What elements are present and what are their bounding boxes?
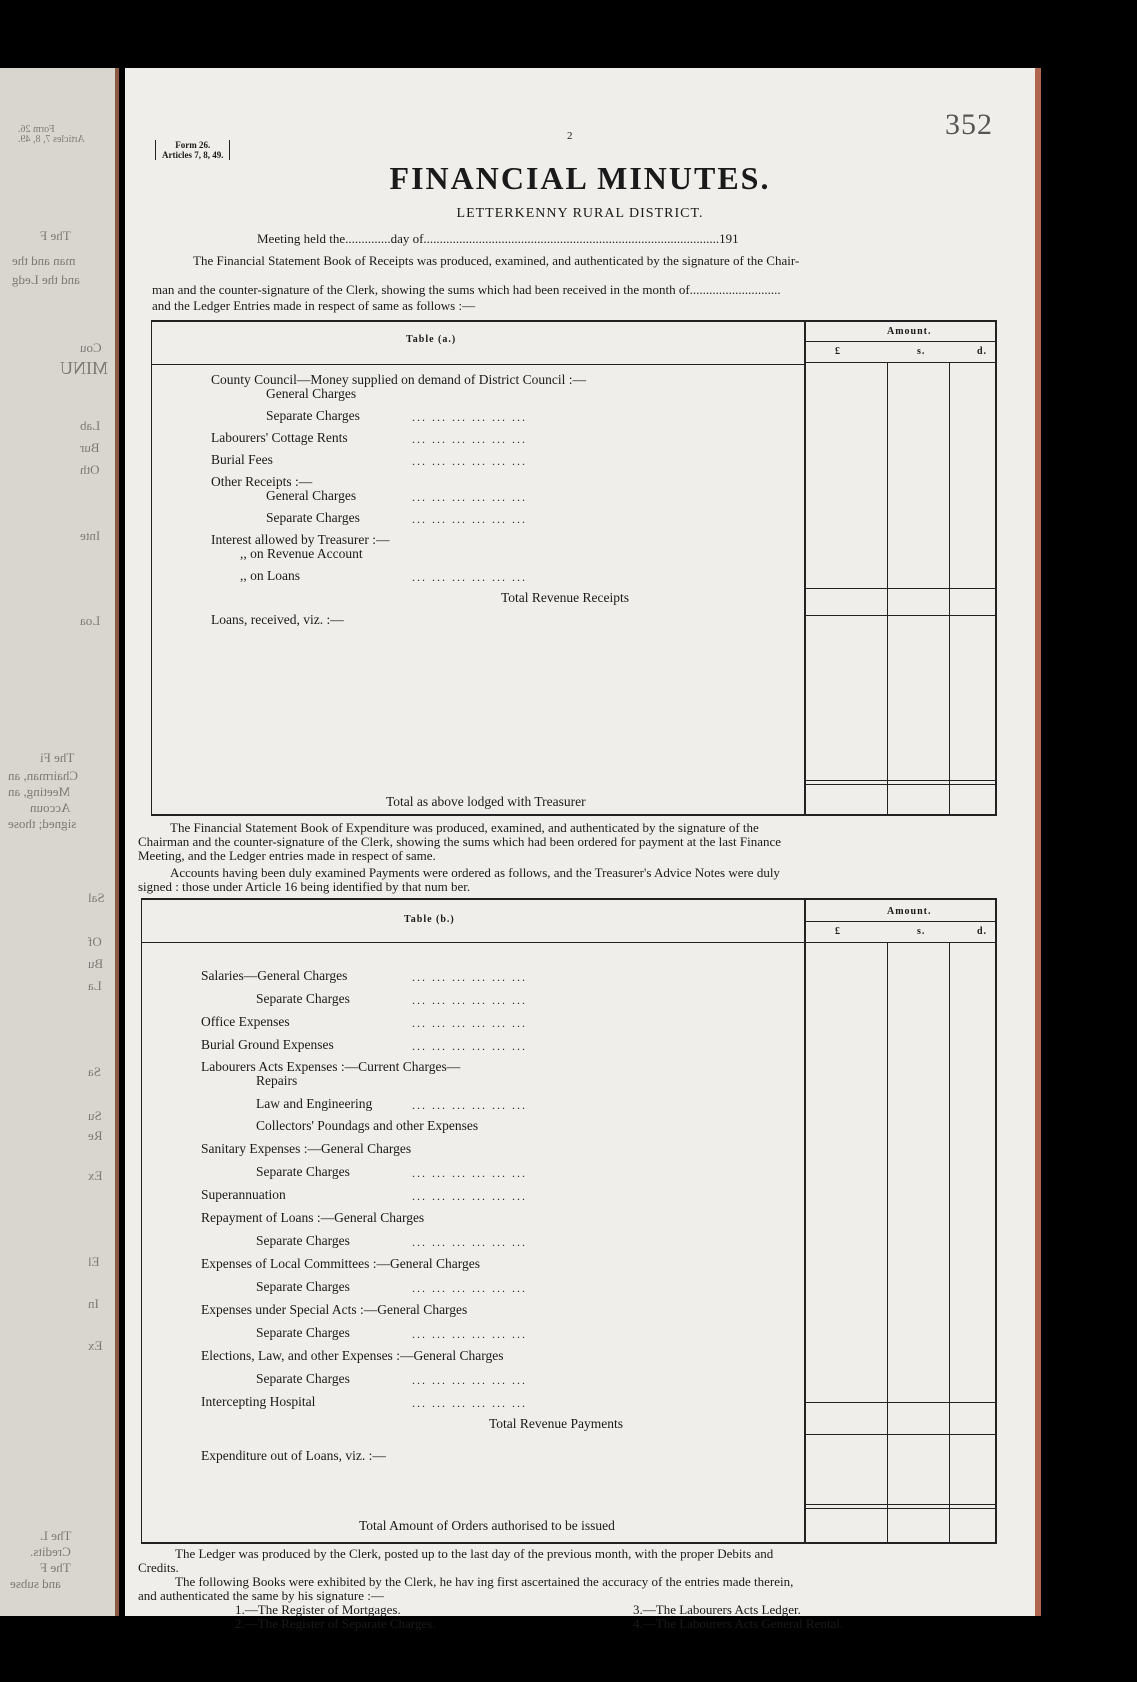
table-row: Expenses under Special Acts :—General Charges <box>201 1302 468 1317</box>
ghost-text: Inte <box>80 528 101 543</box>
page-title: FINANCIAL MINUTES. <box>389 160 771 196</box>
amount-header: Amount. <box>887 326 932 337</box>
middle-line: Accounts having been duly examined Payments were ordered as follows, and the Treasurer's Advice Notes were duly <box>170 865 780 880</box>
ghost-text: El <box>88 1254 100 1269</box>
dot-leader: ... ... ... ... ... ... <box>412 570 527 584</box>
ghost-text: In <box>88 1296 99 1311</box>
dot-leader: ... ... ... ... ... ... <box>412 1039 527 1053</box>
dot-leader: ... ... ... ... ... ... <box>412 1373 527 1387</box>
ghost-text: Bur <box>80 440 100 455</box>
form-reference: Form 26. Articles 7, 8, 49. <box>155 140 230 160</box>
dot-leader: ... ... ... ... ... ... <box>412 1166 527 1180</box>
table-row: Separate Charges <box>256 1279 350 1294</box>
table-row: Intercepting Hospital <box>201 1394 316 1409</box>
meeting-line: Meeting held the..............day of...........................................................................................191 <box>257 231 739 246</box>
table-row: Other Receipts :— <box>211 474 313 489</box>
dot-leader: ... ... ... ... ... ... <box>412 993 527 1007</box>
table-row: ,, on Loans <box>240 568 300 583</box>
ghost-text: The L <box>40 1528 72 1543</box>
table-row: Labourers Acts Expenses :—Current Charges— <box>201 1059 461 1074</box>
ghost-text: and subse <box>10 1576 61 1591</box>
table-row: Interest allowed by Treasurer :— <box>211 532 390 547</box>
ghost-text: Of <box>88 934 102 949</box>
ghost-text: Sal <box>88 890 105 905</box>
table-row: Law and Engineering <box>256 1096 373 1111</box>
ghost-text: Re <box>88 1128 103 1143</box>
dot-leader: ... ... ... ... ... ... <box>412 1016 527 1030</box>
pounds-header: £ <box>835 346 841 357</box>
table-row: ,, on Revenue Account <box>240 546 363 561</box>
middle-line: Meeting, and the Ledger entries made in respect of same. <box>138 848 436 863</box>
ghost-text: man and the <box>12 253 76 268</box>
book-item: 3.—The Labourers Acts Ledger. <box>633 1602 801 1617</box>
table-row: Separate Charges <box>266 510 360 525</box>
table-row: Repairs <box>256 1073 298 1088</box>
pence-header: d. <box>977 926 988 937</box>
table-row: Separate Charges <box>256 1325 350 1340</box>
pence-header: d. <box>977 346 988 357</box>
table-row: Separate Charges <box>256 1164 350 1179</box>
amount-header: Amount. <box>887 906 932 917</box>
middle-line: Chairman and the counter-signature of the Clerk, showing the sums which had been ordered for payment at the last Finance <box>138 834 782 849</box>
table-row: Burial Fees <box>211 452 273 467</box>
dot-leader: ... ... ... ... ... ... <box>412 410 527 424</box>
table-row: Total as above lodged with Treasurer <box>386 794 586 809</box>
dot-leader: ... ... ... ... ... ... <box>412 454 527 468</box>
dot-leader: ... ... ... ... ... ... <box>412 1235 527 1249</box>
closing-line: The Ledger was produced by the Clerk, posted up to the last day of the previous month, with the proper Debits and <box>175 1546 774 1561</box>
table-row: Superannuation <box>201 1187 286 1202</box>
table-row: Salaries—General Charges <box>201 968 348 983</box>
ghost-text: La <box>88 978 102 993</box>
book-item: 4.—The Labourers Acts General Rental. <box>633 1616 844 1631</box>
dot-leader: ... ... ... ... ... ... <box>412 1189 527 1203</box>
table-b-title: Table (b.) <box>404 914 455 925</box>
table-row: Office Expenses <box>201 1014 290 1029</box>
dot-leader: ... ... ... ... ... ... <box>412 490 527 504</box>
book-item: 2.—The Register of Separate Charges. <box>235 1616 436 1631</box>
ghost-text: Oth <box>80 462 100 477</box>
middle-line: signed : those under Article 16 being identified by that num ber. <box>138 879 471 894</box>
table-row: Elections, Law, and other Expenses :—General Charges <box>201 1348 504 1363</box>
ghost-text: Cou <box>80 340 102 355</box>
table-row: Labourers' Cottage Rents <box>211 430 348 445</box>
ghost-text: and the Ledg <box>12 272 80 287</box>
dot-leader: ... ... ... ... ... ... <box>412 970 527 984</box>
ghost-text: Meeting, an <box>8 784 71 799</box>
table-row: Expenditure out of Loans, viz. :— <box>201 1448 386 1463</box>
closing-line: Credits. <box>138 1560 179 1575</box>
table-row: Separate Charges <box>266 408 360 423</box>
ghost-text: Su <box>88 1108 102 1123</box>
intro-line: The Financial Statement Book of Receipts was produced, examined, and authenticated by the signature of the Chair- <box>193 253 800 268</box>
ghost-text: Credits. <box>30 1544 71 1559</box>
table-row: County Council—Money supplied on demand of District Council :— <box>211 372 586 387</box>
facing-page <box>0 68 119 1616</box>
shillings-header: s. <box>917 926 926 937</box>
dot-leader: ... ... ... ... ... ... <box>412 1098 527 1112</box>
table-row: Total Revenue Payments <box>489 1416 624 1431</box>
ghost-text: The F <box>40 228 71 243</box>
ghost-text: Loa <box>80 613 101 628</box>
ghost-text: Accoun <box>30 800 71 815</box>
table-row: Collectors' Poundags and other Expenses <box>256 1118 479 1133</box>
closing-line: and authenticated the same by his signature :— <box>138 1588 384 1603</box>
table-row: Total Amount of Orders authorised to be issued <box>359 1518 615 1533</box>
ghost-text: Form 26. <box>18 124 55 135</box>
table-row: Burial Ground Expenses <box>201 1037 334 1052</box>
ghost-text: Chairman, an <box>8 768 79 783</box>
table-row: Separate Charges <box>256 1371 350 1386</box>
table-row: Expenses of Local Committees :—General Charges <box>201 1256 481 1271</box>
table-row: General Charges <box>266 386 357 401</box>
dot-leader: ... ... ... ... ... ... <box>412 1281 527 1295</box>
table-row: Separate Charges <box>256 1233 350 1248</box>
table-b <box>141 898 997 1544</box>
ghost-text: Ex <box>88 1338 103 1353</box>
ghost-text: Sa <box>88 1064 101 1079</box>
shillings-header: s. <box>917 346 926 357</box>
table-a <box>151 320 997 816</box>
ghost-text: Bu <box>88 956 104 971</box>
closing-line: The following Books were exhibited by the Clerk, he hav ing first ascertained the accuracy of the entries made therein, <box>175 1574 794 1589</box>
form-page <box>125 68 1041 1631</box>
dot-leader: ... ... ... ... ... ... <box>412 1396 527 1410</box>
page-number: 352 <box>945 108 993 141</box>
table-a-title: Table (a.) <box>406 334 457 345</box>
ghost-text: signed; those <box>8 816 77 831</box>
ghost-text: The F <box>40 1560 71 1575</box>
dot-leader: ... ... ... ... ... ... <box>412 1327 527 1341</box>
table-row: Loans, received, viz. :— <box>211 612 344 627</box>
ghost-text: Articles 7, 8, 49. <box>18 134 85 145</box>
ghost-text: MINU <box>60 358 108 378</box>
dot-leader: ... ... ... ... ... ... <box>412 432 527 446</box>
book-item: 1.—The Register of Mortgages. <box>235 1602 401 1617</box>
table-row: Repayment of Loans :—General Charges <box>201 1210 425 1225</box>
ghost-text: Lab <box>80 418 101 433</box>
table-row: Total Revenue Receipts <box>501 590 630 605</box>
table-row: General Charges <box>266 488 357 503</box>
pounds-header: £ <box>835 926 841 937</box>
ghost-text: The Fi <box>40 750 75 765</box>
sheet-number: 2 <box>567 130 573 142</box>
district-name: LETTERKENNY RURAL DISTRICT. <box>456 206 704 221</box>
intro-line: man and the counter-signature of the Clerk, showing the sums which had been received in the month of............................ <box>152 282 781 297</box>
intro-line: and the Ledger Entries made in respect of same as follows :— <box>152 298 476 313</box>
middle-line: The Financial Statement Book of Expenditure was produced, examined, and authenticated by the signature of the <box>170 820 759 835</box>
ghost-text: Ex <box>88 1168 103 1183</box>
table-row: Separate Charges <box>256 991 350 1006</box>
table-row: Sanitary Expenses :—General Charges <box>201 1141 412 1156</box>
dot-leader: ... ... ... ... ... ... <box>412 512 527 526</box>
